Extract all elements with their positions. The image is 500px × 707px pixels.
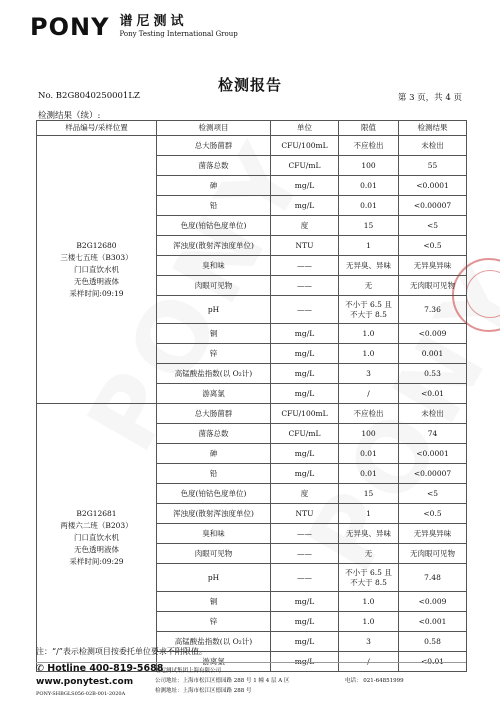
sample-sample-time: 采样时间:09:29 — [69, 556, 124, 566]
unit-value: mg/L — [294, 636, 315, 646]
cell-unit — [271, 424, 339, 444]
limit-value: 不应检出 — [353, 140, 384, 150]
result-value: 无异臭异味 — [413, 260, 452, 270]
item-value: 肉眼可见物 — [194, 280, 233, 290]
sample-location: 两楼六二班（B203） — [60, 520, 133, 530]
result-value: <5 — [426, 220, 439, 230]
result-section-label: 检测结果（续）: — [38, 111, 101, 121]
sample-location: 三楼七五班（B303） — [60, 252, 133, 262]
cell-result — [399, 156, 467, 176]
result-value: <0.001 — [418, 616, 447, 626]
cell-unit — [271, 592, 339, 612]
cell-result — [399, 424, 467, 444]
result-value: 7.36 — [424, 304, 441, 314]
cell-limit — [339, 524, 399, 544]
result-value: 0.001 — [421, 348, 444, 358]
cell-result — [399, 236, 467, 256]
limit-value: 不小于 6.5 且 — [345, 299, 392, 309]
cell-item — [157, 156, 271, 176]
company-name: 谱尼测试集团上海有限公司 — [155, 668, 222, 674]
unit-value: —— — [297, 260, 312, 270]
cell-unit — [271, 484, 339, 504]
limit-value: 0.01 — [360, 468, 377, 478]
unit-value: mg/L — [294, 328, 315, 338]
limit-value: 无 — [364, 280, 373, 290]
cell-item — [157, 612, 271, 632]
limit-value: 0.01 — [360, 448, 377, 458]
limit-value: 1.0 — [362, 616, 375, 626]
cell-limit — [339, 324, 399, 344]
cell-limit — [339, 564, 399, 592]
cell-unit — [271, 524, 339, 544]
header-item: 检测项目 — [157, 121, 271, 136]
sample-description: 无色透明液体 — [74, 276, 119, 286]
results-table — [36, 120, 467, 672]
unit-value: mg/L — [294, 368, 315, 378]
result-value: <0.01 — [421, 388, 444, 398]
cell-limit — [339, 484, 399, 504]
result-value: <0.5 — [423, 240, 442, 250]
table-header-row — [37, 121, 467, 136]
cell-unit — [271, 296, 339, 324]
cell-result — [399, 296, 467, 324]
result-value: 7.48 — [424, 572, 441, 582]
result-value: 未检出 — [421, 140, 444, 150]
cell-limit — [339, 156, 399, 176]
limit-value: 无异臭、异味 — [346, 260, 391, 270]
sample-device: 门口直饮水机 — [74, 532, 119, 542]
cell-unit — [271, 464, 339, 484]
result-value: 未检出 — [421, 408, 444, 418]
item-value: pH — [207, 304, 220, 314]
cell-item — [157, 384, 271, 404]
result-value: 74 — [427, 428, 438, 438]
cell-item — [157, 464, 271, 484]
item-value: 高锰酸盐指数(以 O₂计) — [174, 368, 253, 378]
cell-limit — [339, 136, 399, 156]
unit-value: mg/L — [294, 348, 315, 358]
cell-result — [399, 612, 467, 632]
cell-result — [399, 176, 467, 196]
cell-result — [399, 564, 467, 592]
cell-item — [157, 216, 271, 236]
cell-item — [157, 256, 271, 276]
cell-limit — [339, 196, 399, 216]
telephone: 电话： 021-64851999 — [345, 678, 404, 684]
cell-limit — [339, 464, 399, 484]
item-value: 浑浊度(散射浑浊度单位) — [173, 508, 254, 518]
table-row — [37, 136, 467, 156]
item-value: 臭和味 — [202, 260, 225, 270]
limit-value: 0.01 — [360, 200, 377, 210]
item-value: 铅 — [209, 200, 218, 210]
limit-value: 100 — [361, 160, 376, 170]
lab-address: 检测地址：上海市松江区德园路 288 号 — [155, 688, 252, 694]
website: www.ponytest.com — [36, 677, 134, 687]
limit-value: 15 — [363, 488, 374, 498]
cell-item — [157, 444, 271, 464]
cell-limit — [339, 424, 399, 444]
unit-value: NTU — [295, 240, 314, 250]
unit-value: —— — [297, 280, 312, 290]
limit-value: 15 — [363, 220, 374, 230]
unit-value: mg/L — [294, 200, 315, 210]
company-name-en: Pony Testing International Group — [119, 30, 238, 38]
unit-value: mg/L — [294, 616, 315, 626]
limit-value: 1.0 — [362, 348, 375, 358]
item-value: 铜 — [209, 596, 218, 606]
limit-value: 1.0 — [362, 596, 375, 606]
limit-value: / — [367, 656, 370, 666]
cell-result — [399, 464, 467, 484]
cell-limit — [339, 256, 399, 276]
cell-result — [399, 136, 467, 156]
cell-result — [399, 384, 467, 404]
cell-limit — [339, 296, 399, 324]
cell-unit — [271, 384, 339, 404]
cell-result — [399, 524, 467, 544]
page-title: 检测报告 — [217, 76, 282, 94]
result-value: <5 — [426, 488, 439, 498]
item-value: 砷 — [209, 448, 218, 458]
sample-device: 门口直饮水机 — [74, 264, 119, 274]
limit-value: 不应检出 — [353, 408, 384, 418]
cell-unit — [271, 564, 339, 592]
result-value: 无肉眼可见物 — [410, 280, 455, 290]
limit-value: 不小于 6.5 且 — [345, 567, 392, 577]
unit-value: —— — [297, 528, 312, 538]
result-value: <0.00007 — [413, 468, 452, 478]
item-value: 臭和味 — [202, 528, 225, 538]
limit-value: 0.01 — [360, 180, 377, 190]
item-value: 菌落总数 — [198, 428, 229, 438]
cell-result — [399, 404, 467, 424]
header-sample: 样品编号/采样位置 — [37, 121, 157, 136]
cell-limit — [339, 632, 399, 652]
cell-item — [157, 364, 271, 384]
report-number: No. B2G8040250001LZ — [38, 91, 140, 101]
unit-value: CFU/mL — [288, 428, 321, 438]
limit-value: 100 — [361, 428, 376, 438]
item-value: 菌落总数 — [198, 160, 229, 170]
table-row — [37, 404, 467, 424]
limit-value: 1.0 — [362, 328, 375, 338]
cell-item — [157, 504, 271, 524]
table-body — [37, 136, 467, 672]
company-address: 公司地址：上海市松江区德园路 288 号 1 幢 4 层 A 区 — [155, 678, 290, 684]
cell-unit — [271, 256, 339, 276]
cell-result — [399, 444, 467, 464]
result-value: <0.0001 — [416, 448, 449, 458]
cell-unit — [271, 444, 339, 464]
cell-unit — [271, 632, 339, 652]
item-value: 总大肠菌群 — [194, 408, 233, 418]
unit-value: CFU/100mL — [281, 140, 328, 150]
cell-unit — [271, 176, 339, 196]
cell-item — [157, 484, 271, 504]
cell-item — [157, 176, 271, 196]
cell-result — [399, 504, 467, 524]
cell-result — [399, 484, 467, 504]
item-value: 锌 — [209, 616, 218, 626]
unit-value: —— — [297, 548, 312, 558]
item-value: 游离氯 — [202, 656, 225, 666]
cell-unit — [271, 196, 339, 216]
unit-value: —— — [297, 304, 312, 314]
result-value: 0.58 — [424, 636, 441, 646]
limit-value: / — [367, 388, 370, 398]
result-value: <0.009 — [418, 328, 447, 338]
cell-limit — [339, 444, 399, 464]
cell-result — [399, 196, 467, 216]
cell-limit — [339, 612, 399, 632]
header-unit: 单位 — [271, 121, 339, 136]
cell-limit — [339, 276, 399, 296]
cell-item — [157, 404, 271, 424]
limit-value: 1 — [366, 508, 371, 518]
cell-item — [157, 236, 271, 256]
logo-wordmark: PONY — [30, 13, 110, 41]
sample-info-cell — [37, 404, 157, 672]
cell-unit — [271, 504, 339, 524]
cell-result — [399, 364, 467, 384]
footnote: 注：“/”表示检测项目按委托单位要求不附限值。 — [36, 647, 207, 656]
cell-result — [399, 256, 467, 276]
limit-value: 无 — [364, 548, 373, 558]
hotline — [36, 663, 163, 674]
company-name-cn: 谱尼测试 — [119, 14, 188, 29]
cell-limit — [339, 216, 399, 236]
cell-unit — [271, 324, 339, 344]
unit-value: CFU/100mL — [281, 408, 328, 418]
sample-id: B2G12680 — [76, 240, 117, 250]
cell-item — [157, 424, 271, 444]
result-value: <0.01 — [421, 656, 444, 666]
cell-result — [399, 324, 467, 344]
unit-value: mg/L — [294, 388, 315, 398]
cell-result — [399, 592, 467, 612]
cell-item — [157, 196, 271, 216]
cell-result — [399, 216, 467, 236]
result-value: <0.5 — [423, 508, 442, 518]
cell-limit — [339, 176, 399, 196]
item-value: 色度(铂钴色度单位) — [180, 488, 247, 498]
unit-value: mg/L — [294, 596, 315, 606]
cell-item — [157, 564, 271, 592]
unit-value: NTU — [295, 508, 314, 518]
cell-item — [157, 276, 271, 296]
limit-value: 1 — [366, 240, 371, 250]
limit-value: 3 — [366, 636, 371, 646]
sample-sample-time: 采样时间:09:19 — [69, 288, 124, 298]
header-limit: 限值 — [339, 121, 399, 136]
item-value: 浑浊度(散射浑浊度单位) — [173, 240, 254, 250]
form-code: PONY-SHBGLS056-02B-001-2020A — [36, 691, 126, 697]
cell-item — [157, 592, 271, 612]
result-value: 0.53 — [424, 368, 441, 378]
result-value: 无肉眼可见物 — [410, 548, 455, 558]
cell-result — [399, 632, 467, 652]
cell-item — [157, 524, 271, 544]
limit-value: 无异臭、异味 — [346, 528, 391, 538]
limit-value-line2: 不大于 8.5 — [350, 309, 387, 319]
item-value: 铅 — [209, 468, 218, 478]
cell-unit — [271, 216, 339, 236]
cell-unit — [271, 364, 339, 384]
cell-unit — [271, 136, 339, 156]
cell-limit — [339, 384, 399, 404]
unit-value: 度 — [300, 220, 309, 230]
cell-limit — [339, 404, 399, 424]
cell-item — [157, 136, 271, 156]
company-info — [155, 666, 289, 696]
sample-description: 无色透明液体 — [74, 544, 119, 554]
cell-result — [399, 544, 467, 564]
cell-unit — [271, 404, 339, 424]
cell-unit — [271, 236, 339, 256]
limit-value-line2: 不大于 8.5 — [350, 577, 387, 587]
unit-value: mg/L — [294, 180, 315, 190]
page-indicator: 第 3 页，共 4 页 — [397, 93, 462, 103]
result-value: <0.009 — [418, 596, 447, 606]
cell-unit — [271, 156, 339, 176]
item-value: 肉眼可见物 — [194, 548, 233, 558]
cell-item — [157, 324, 271, 344]
item-value: 高锰酸盐指数(以 O₂计) — [174, 636, 253, 646]
cell-limit — [339, 344, 399, 364]
cell-unit — [271, 276, 339, 296]
result-value: 55 — [427, 160, 438, 170]
result-value: <0.0001 — [416, 180, 449, 190]
item-value: 游离氯 — [202, 388, 225, 398]
item-value: 总大肠菌群 — [194, 140, 233, 150]
result-value: 无异臭异味 — [413, 528, 452, 538]
item-value: 砷 — [209, 180, 218, 190]
cell-unit — [271, 344, 339, 364]
company-logo — [30, 14, 238, 40]
cell-limit — [339, 364, 399, 384]
cell-item — [157, 296, 271, 324]
item-value: 铜 — [209, 328, 218, 338]
limit-value: 3 — [366, 368, 371, 378]
cell-limit — [339, 504, 399, 524]
unit-value: mg/L — [294, 656, 315, 666]
cell-item — [157, 344, 271, 364]
cell-limit — [339, 592, 399, 612]
cell-unit — [271, 544, 339, 564]
header-result: 检测结果 — [399, 121, 467, 136]
cell-limit — [339, 236, 399, 256]
unit-value: mg/L — [294, 448, 315, 458]
sample-id: B2G12681 — [76, 508, 117, 518]
sample-info-cell — [37, 136, 157, 404]
unit-value: —— — [297, 572, 312, 582]
hotline-text: Hotline 400-819-5688 — [47, 663, 164, 674]
unit-value: CFU/mL — [288, 160, 321, 170]
result-value: <0.00007 — [413, 200, 452, 210]
cell-result — [399, 344, 467, 364]
item-value: 锌 — [209, 348, 218, 358]
cell-result — [399, 276, 467, 296]
item-value: pH — [207, 572, 220, 582]
cell-unit — [271, 612, 339, 632]
phone-icon: ✆ — [36, 663, 44, 674]
cell-item — [157, 544, 271, 564]
cell-limit — [339, 544, 399, 564]
unit-value: 度 — [300, 488, 309, 498]
unit-value: mg/L — [294, 468, 315, 478]
item-value: 色度(铂钴色度单位) — [180, 220, 247, 230]
logo-subtitle — [119, 14, 237, 39]
